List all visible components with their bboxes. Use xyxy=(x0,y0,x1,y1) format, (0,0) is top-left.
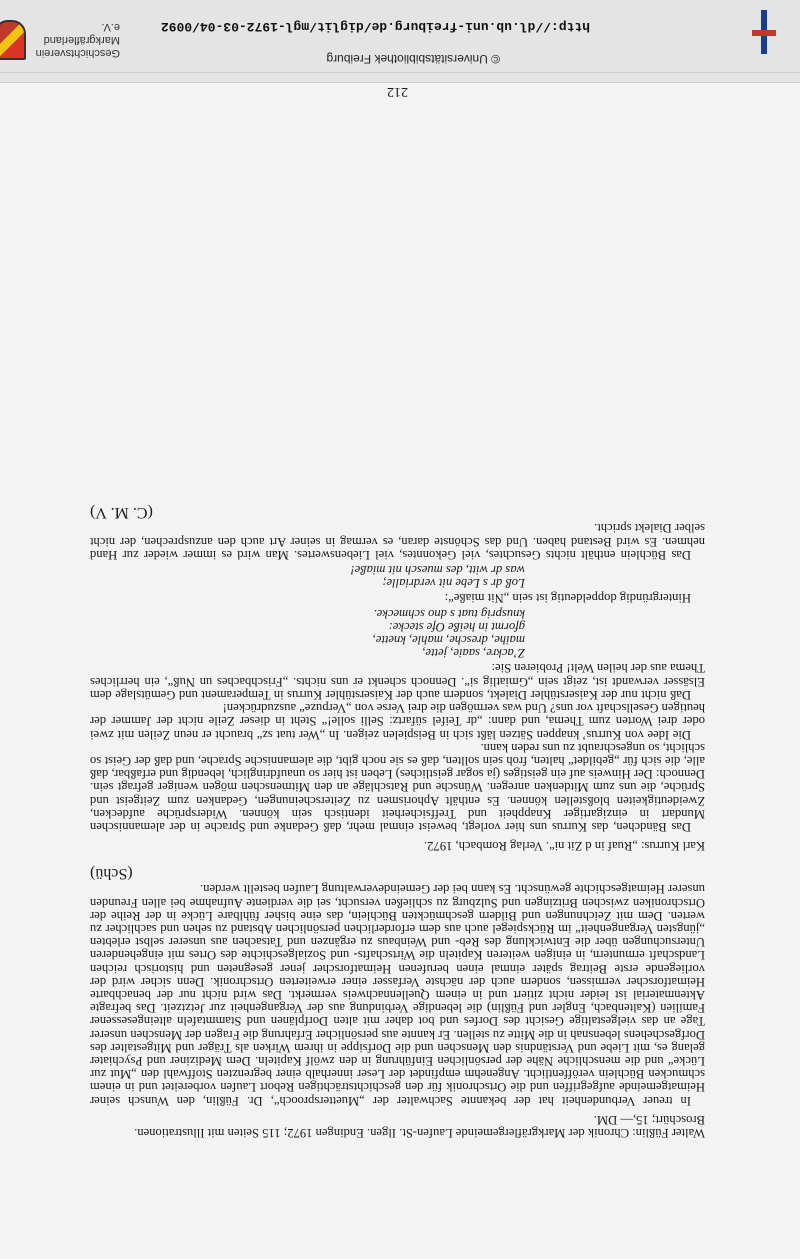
university-library-icon xyxy=(752,10,776,54)
header-library-credit: © Universitätsbibliothek Freiburg xyxy=(326,52,500,66)
review1-paragraph: In treuer Verbundenheit hat der bekannte Sachwalter der „Muettersprooch“, Dr. Füßlin, den Wunsch seiner Heimatgemeinde aufgegriffen und die Ortschronik für den geschichtsträchtigen Rebort Laufen vorbereitet und in einem schmucken Büchlein veröffentlicht. Angenehm empfindet der Leser innerhalb einer begrenzten Stoffwahl den „Mut zur Lücke“ und die menschliche Nähe der persönlichen Einführung in den zwölf Kapiteln. Dem Mediziner und Psychiater gelang es, mit Liebe und Verständnis den Menschen und die Dorfsippe in ihrem Wirken als Träger und Mitgestalter des Dorfgeschehens lebensnah in die Mitte zu stellen. Er kannte aus persönlicher Erfahrung die Fragen der Menschen unserer Tage an das vielgestaltige Gesicht des Dorfes und bot daher mit alten Dorfplänen und Stammtafeln alteingesessener Familien (Kaltenbach, Engler und Füßlin) die lebendige Verbindung aus der Vergangenheit zur Jetztzeit. Das befragte Aktenmaterial ist leider nicht zitiert und in einem Quellennachweis vermerkt. Das wird nicht nur der benachbarte Heimatforscher vermissen, sondern auch der nächste Verfasser einer erweiterten Ortschronik. Denn sicher wird der vorliegende erste Beitrag später einmal einen berufenen Heimatforscher jener gesegneten und historisch reichen Landschaft ermuntern, in einigen weiteren Kapiteln die Wirtschafts- und Sozialgeschichte des Ortes mit eingehenderen Untersuchungen über die Entwicklung des Reb- und Weinbaus zu ergänzen und Tatsachen aus unserer selbst erlebten „jüngsten Vergangenheit“ im Rückspiegel auch aus dem erforderlichen persönlichen Abstand zu sehen und sachlicher zu werten. Dem mit Zeichnungen und Bildern geschmückten Büchlein, das eine bisher fühlbare Lücke in der Reihe der Ortschroniken zwischen Britzingen und Sulzburg zu schließen versucht, sei die verdiente Aufnahme bei allen Freunden unserer Heimatgeschichte gewünscht. Es kann bei der Gemeindeverwaltung Laufen bestellt werden. xyxy=(90,882,705,1108)
header-bar xyxy=(0,0,800,73)
permalink-url[interactable]: http://dl.ub.uni-freiburg.de/diglit/mgl-1972-03-04/0092 xyxy=(160,19,590,34)
review1-heading: Walter Füßlin: Chronik der Markgräflergemeinde Laufen-St. Ilgen. Endingen 1972; 115 Seiten mit Illustrationen. Broschürt; 15,— DM. xyxy=(134,1112,705,1140)
review2-signature: (C. M. V) xyxy=(90,504,153,522)
review2-signature-row xyxy=(90,503,705,521)
page-content xyxy=(90,84,705,1140)
review2-paragraph-3: Daß nicht nur der Kaiserstühler Dialekt, sondern auch der Kaiserstühler Kurrus in Temperament und Gemütslage dem Elsässer verwandt ist, zeigt sein „Gmiatlig si“. Dennoch schenkt er uns nichts. „Frischbaches un Nuß“, ein herrliches Thema aus der heilen Welt! Probieren Sie: xyxy=(90,661,705,702)
header-society-name-1: Geschichtsverein xyxy=(35,47,120,60)
poem-line: maihe, dresche, mahle, knette, xyxy=(372,633,525,648)
poem-line: knusprig tuat s dno schmecke. xyxy=(373,606,525,621)
review1-signature: (Schü) xyxy=(90,865,133,883)
review2-paragraph-4: Hintergründig doppeldeutig ist sein „Nit miaße“: xyxy=(444,591,691,606)
poem-line: was dr witt, des muesch nit miaße! xyxy=(350,563,525,578)
poem-line: Loß dr s Lebe nit verdrialle; xyxy=(382,576,525,591)
review1-signature-row xyxy=(90,864,705,882)
header-society-name-2: Markgräflerland e.V. xyxy=(43,21,120,47)
review2-heading: Karl Kurrus: „Ruaf in d Zit ni“. Verlag Rombach, 1972. xyxy=(424,839,705,854)
review2-paragraph-2: Die Idee von Kurrus’ knappen Sätzen läßt sich in Beispielen zeigen. In „Wer tuat sz“ braucht er neun Zeilen mit zwei oder drei Worten zum Thema, und dann: „dr Teifel süfartz: Selli solle!“ Steht in dieser Zeile nicht der Jammer der heutigen Gesellschaft vor uns? Und was vermögen die drei Verse von „Verpuze“ auszudrücken! xyxy=(90,701,705,742)
review2-poem-1 xyxy=(90,606,525,659)
poem-line: gformt in heiße Ofe stecke: xyxy=(388,619,525,634)
page-number: 212 xyxy=(387,84,408,99)
poem-line: Z’ackre, saaie, jette, xyxy=(422,646,525,661)
review2-poem-2 xyxy=(90,563,525,589)
society-logo xyxy=(0,20,120,60)
review2-paragraph-1: Das Bändchen, das Kurrus uns hier vorlegt, beweist einmal mehr, daß Gedanke und Sprache in der alemannischen Mundart in einzigartiger Knappheit und Treffsicherheit identisch sein können. Widersprüche aufdecken, Zweideutigkeiten bloßstellen können. Es enthält Aphorismen zu Zeiterscheinungen, Gedanken zum Zeitgeist und Sprüche, die uns zum Mitdenken anregen. Wünsche und Ratschläge an den Mitmenschen mögen weniger gefragt sein. Dennoch: Der Hinweis auf ein geistiges (ja sogar geistliches) Leben ist hier so unaufdringlich, lebendig und erfaßbar, daß alle, die sich für „gebildet“ halten, froh sein sollten, daß es sie noch gibt, die alemannische Sprache, und daß der Geist so schlicht, so ungeschraubt zu uns reden kann. xyxy=(90,740,705,834)
review2-paragraph-5: Das Büchlein enthält nichts Gesuchtes, viel Gekonntes, viel Liebenswertes. Man wird es immer wieder zur Hand nehmen. Es wird Bestand haben. Und das Schönste daran, es vermag in seiner Art auch den anzusprechen, der nicht selber Dialekt spricht. xyxy=(90,521,705,562)
coat-of-arms-icon xyxy=(0,20,26,60)
